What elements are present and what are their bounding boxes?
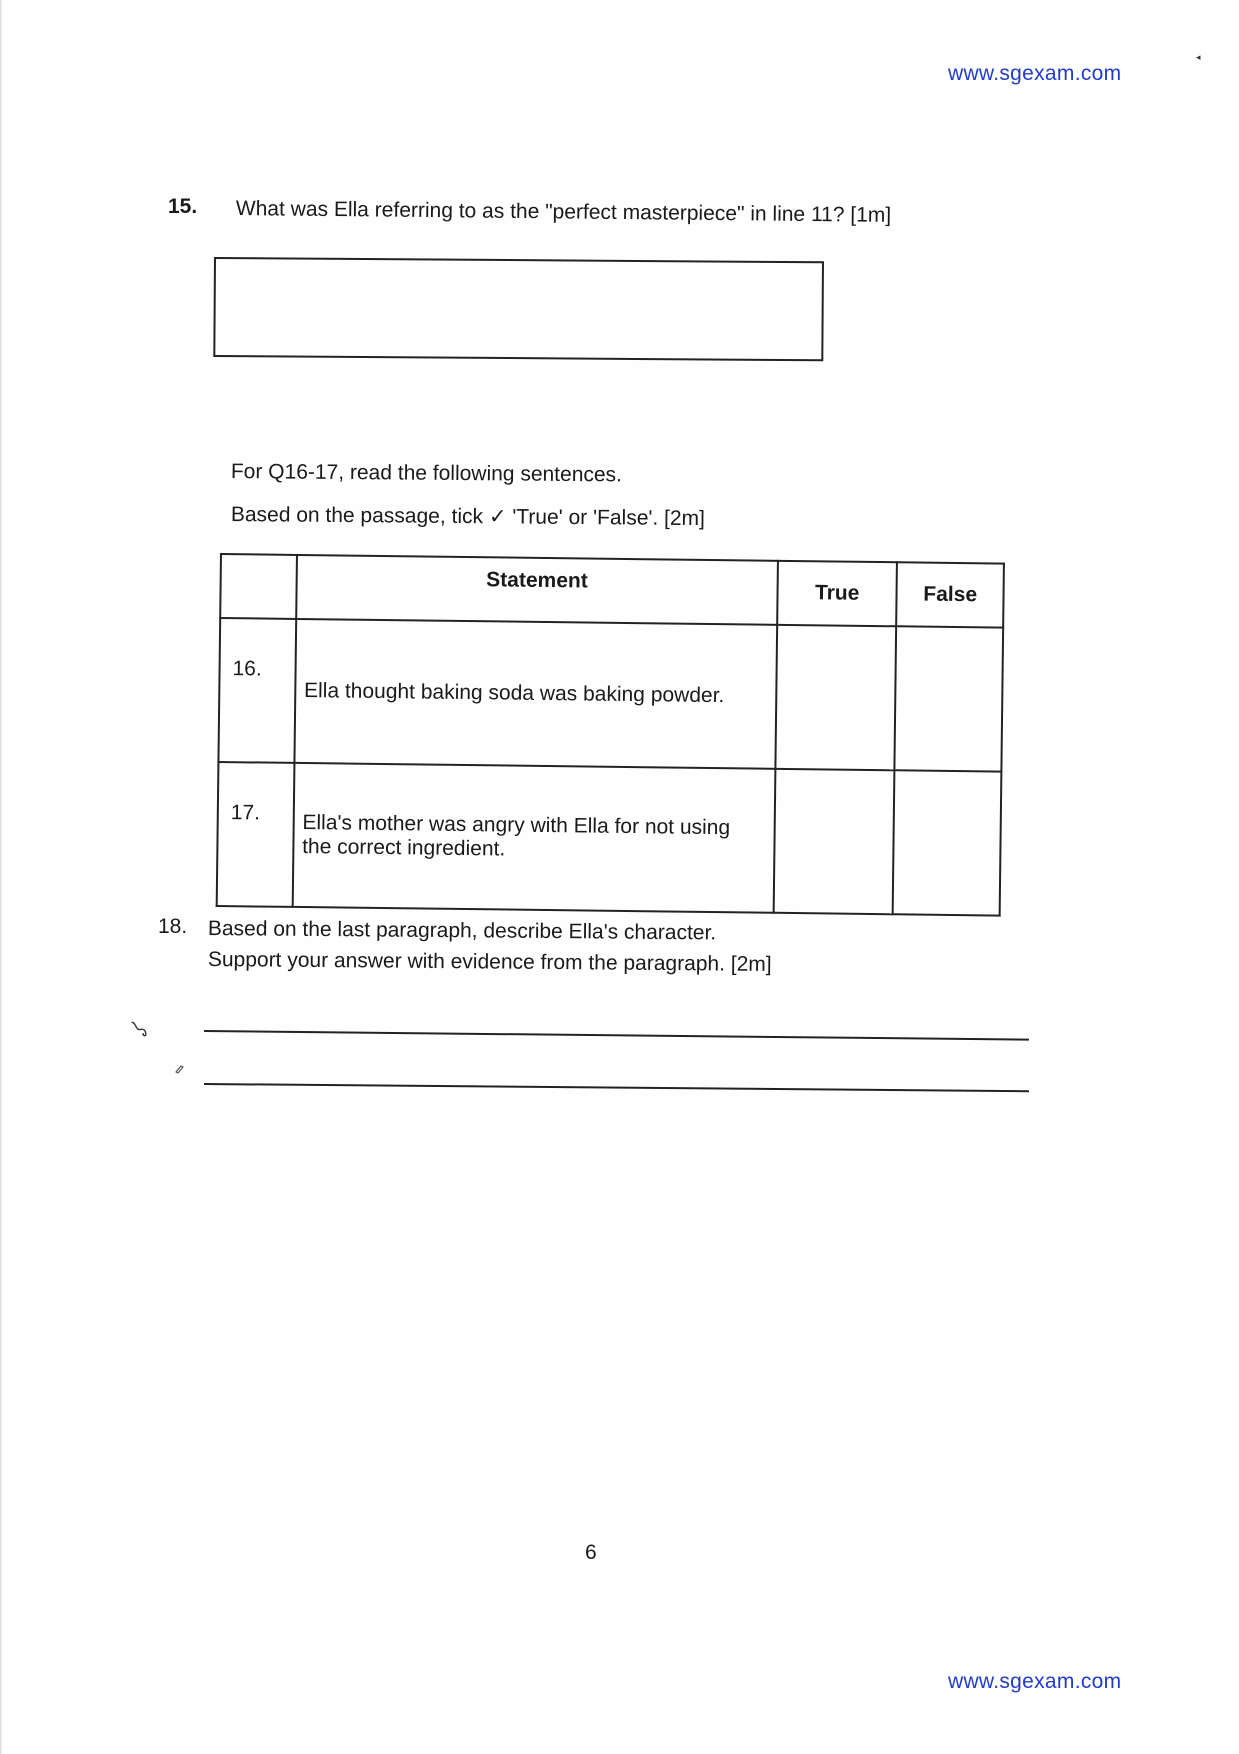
row-16-statement: Ella thought baking soda was baking powder. [294,619,777,769]
header-number [220,554,297,619]
scan-speck: ◂ [1196,52,1201,62]
watermark-top: www.sgexam.com [948,62,1122,85]
true-false-table [216,553,1005,917]
question-15-text: What was Ella referring to as the "perfect masterpiece" in line 11? [1m] [235,197,892,227]
header-statement: Statement [296,555,778,625]
answer-line-1[interactable] [204,1030,1029,1041]
table-header-row [220,554,1004,628]
question-15-number: 15. [168,195,198,218]
row-17-number: 17. [217,762,294,907]
row-16-true-cell[interactable] [775,625,896,770]
question-15-answer-box[interactable] [213,257,824,361]
table-row [218,618,1003,772]
row-17-true-cell[interactable] [774,769,895,914]
pencil-speck-icon-svg [175,1064,185,1074]
row-16-false-cell[interactable] [895,626,1003,771]
header-false: False [897,562,1004,627]
row-16-number: 16. [218,618,295,763]
header-true: True [777,561,897,626]
question-18-text-line-2: Support your answer with evidence from the paragraph. [2m] [207,948,772,976]
pencil-speck-icon [175,1063,185,1077]
question-18-text-line-1: Based on the last paragraph, describe Ella's character. [207,917,717,945]
question-18-number: 18. [158,915,188,938]
page-edge [0,0,2,1754]
watermark-bottom: www.sgexam.com [948,1670,1122,1693]
pencil-doodle-icon [126,1018,153,1042]
page-number: 6 [585,1541,597,1564]
answer-line-2[interactable] [204,1083,1029,1092]
row-17-statement: Ella's mother was angry with Ella for not using the correct ingredient. [292,763,775,913]
instruction-line-1: For Q16-17, read the following sentences. [230,460,623,487]
row-17-false-cell[interactable] [893,770,1001,915]
instruction-line-2: Based on the passage, tick ✓ 'True' or 'False'. [2m] [230,502,706,531]
table-row [217,762,1002,916]
pencil-doodle-icon-svg [127,1019,152,1039]
